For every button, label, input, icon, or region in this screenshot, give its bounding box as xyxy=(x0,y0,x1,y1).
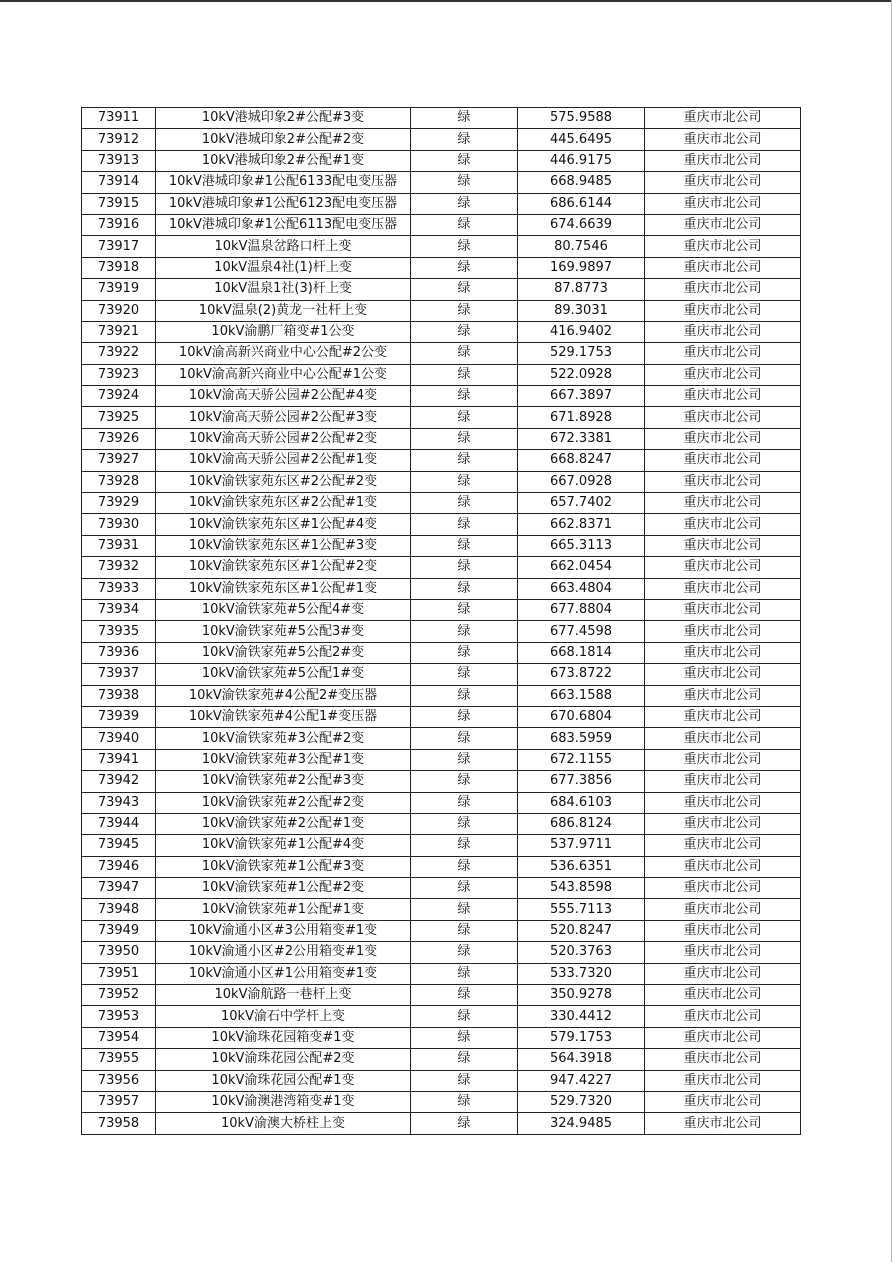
status-cell: 绿 xyxy=(411,685,518,706)
company-cell: 重庆市北公司 xyxy=(645,514,801,535)
status-cell: 绿 xyxy=(411,749,518,770)
company-cell: 重庆市北公司 xyxy=(645,599,801,620)
table-row xyxy=(82,535,801,556)
status-cell: 绿 xyxy=(411,236,518,257)
table-body xyxy=(82,108,801,1135)
transformer-name-cell: 10kV渝铁家苑#5公配4#变 xyxy=(156,599,411,620)
value-cell: 677.3856 xyxy=(518,771,645,792)
status-cell: 绿 xyxy=(411,1006,518,1027)
value-cell: 668.8247 xyxy=(518,450,645,471)
table-row xyxy=(82,343,801,364)
status-cell: 绿 xyxy=(411,621,518,642)
transformer-name-cell: 10kV渝铁家苑#3公配#1变 xyxy=(156,749,411,770)
company-cell: 重庆市北公司 xyxy=(645,535,801,556)
table-row xyxy=(82,428,801,449)
table-row xyxy=(82,279,801,300)
transformer-name-cell: 10kV渝高天骄公园#2公配#2变 xyxy=(156,428,411,449)
transformer-name-cell: 10kV渝珠花园公配#1变 xyxy=(156,1070,411,1091)
table-row xyxy=(82,193,801,214)
row-id-cell: 73939 xyxy=(82,706,156,727)
status-cell: 绿 xyxy=(411,728,518,749)
table-row xyxy=(82,386,801,407)
table-row xyxy=(82,150,801,171)
table-row xyxy=(82,1091,801,1112)
status-cell: 绿 xyxy=(411,813,518,834)
value-cell: 446.9175 xyxy=(518,150,645,171)
table-row xyxy=(82,1049,801,1070)
row-id-cell: 73933 xyxy=(82,578,156,599)
row-id-cell: 73949 xyxy=(82,920,156,941)
company-cell: 重庆市北公司 xyxy=(645,899,801,920)
company-cell: 重庆市北公司 xyxy=(645,685,801,706)
company-cell: 重庆市北公司 xyxy=(645,664,801,685)
transformer-name-cell: 10kV渝珠花园公配#2变 xyxy=(156,1049,411,1070)
status-cell: 绿 xyxy=(411,279,518,300)
table-row xyxy=(82,706,801,727)
table-row xyxy=(82,214,801,235)
company-cell: 重庆市北公司 xyxy=(645,835,801,856)
company-cell: 重庆市北公司 xyxy=(645,193,801,214)
value-cell: 169.9897 xyxy=(518,257,645,278)
transformer-name-cell: 10kV渝铁家苑#4公配2#变压器 xyxy=(156,685,411,706)
company-cell: 重庆市北公司 xyxy=(645,813,801,834)
value-cell: 537.9711 xyxy=(518,835,645,856)
transformer-name-cell: 10kV渝通小区#1公用箱变#1变 xyxy=(156,963,411,984)
row-id-cell: 73936 xyxy=(82,642,156,663)
company-cell: 重庆市北公司 xyxy=(645,150,801,171)
status-cell: 绿 xyxy=(411,771,518,792)
row-id-cell: 73917 xyxy=(82,236,156,257)
table-row xyxy=(82,300,801,321)
row-id-cell: 73950 xyxy=(82,942,156,963)
value-cell: 80.7546 xyxy=(518,236,645,257)
company-cell: 重庆市北公司 xyxy=(645,878,801,899)
row-id-cell: 73932 xyxy=(82,557,156,578)
transformer-name-cell: 10kV渝铁家苑东区#1公配#2变 xyxy=(156,557,411,578)
value-cell: 684.6103 xyxy=(518,792,645,813)
transformer-name-cell: 10kV渝铁家苑东区#1公配#1变 xyxy=(156,578,411,599)
row-id-cell: 73929 xyxy=(82,493,156,514)
transformer-name-cell: 10kV渝铁家苑#1公配#4变 xyxy=(156,835,411,856)
table-row xyxy=(82,514,801,535)
status-cell: 绿 xyxy=(411,493,518,514)
row-id-cell: 73951 xyxy=(82,963,156,984)
transformer-name-cell: 10kV温泉1社(3)杆上变 xyxy=(156,279,411,300)
value-cell: 668.9485 xyxy=(518,172,645,193)
status-cell: 绿 xyxy=(411,535,518,556)
transformer-name-cell: 10kV渝铁家苑#2公配#2变 xyxy=(156,792,411,813)
status-cell: 绿 xyxy=(411,257,518,278)
value-cell: 677.4598 xyxy=(518,621,645,642)
company-cell: 重庆市北公司 xyxy=(645,300,801,321)
table-row xyxy=(82,599,801,620)
value-cell: 683.5959 xyxy=(518,728,645,749)
status-cell: 绿 xyxy=(411,129,518,150)
value-cell: 350.9278 xyxy=(518,985,645,1006)
row-id-cell: 73945 xyxy=(82,835,156,856)
company-cell: 重庆市北公司 xyxy=(645,706,801,727)
status-cell: 绿 xyxy=(411,1070,518,1091)
status-cell: 绿 xyxy=(411,364,518,385)
company-cell: 重庆市北公司 xyxy=(645,920,801,941)
company-cell: 重庆市北公司 xyxy=(645,1027,801,1048)
status-cell: 绿 xyxy=(411,450,518,471)
company-cell: 重庆市北公司 xyxy=(645,386,801,407)
value-cell: 663.4804 xyxy=(518,578,645,599)
row-id-cell: 73941 xyxy=(82,749,156,770)
row-id-cell: 73914 xyxy=(82,172,156,193)
table-row xyxy=(82,236,801,257)
value-cell: 947.4227 xyxy=(518,1070,645,1091)
transformer-name-cell: 10kV渝铁家苑#2公配#3变 xyxy=(156,771,411,792)
company-cell: 重庆市北公司 xyxy=(645,728,801,749)
value-cell: 667.3897 xyxy=(518,386,645,407)
table-row xyxy=(82,642,801,663)
transformer-name-cell: 10kV渝澳大桥柱上变 xyxy=(156,1113,411,1134)
row-id-cell: 73916 xyxy=(82,214,156,235)
transformer-name-cell: 10kV渝铁家苑东区#2公配#2变 xyxy=(156,471,411,492)
table-row xyxy=(82,321,801,342)
value-cell: 663.1588 xyxy=(518,685,645,706)
company-cell: 重庆市北公司 xyxy=(645,1070,801,1091)
status-cell: 绿 xyxy=(411,428,518,449)
transformer-table xyxy=(81,107,801,1135)
value-cell: 330.4412 xyxy=(518,1006,645,1027)
status-cell: 绿 xyxy=(411,1113,518,1134)
transformer-name-cell: 10kV渝通小区#2公用箱变#1变 xyxy=(156,942,411,963)
transformer-name-cell: 10kV渝铁家苑#5公配3#变 xyxy=(156,621,411,642)
table-row xyxy=(82,920,801,941)
table-row xyxy=(82,728,801,749)
value-cell: 674.6639 xyxy=(518,214,645,235)
table-row xyxy=(82,471,801,492)
table-row xyxy=(82,664,801,685)
company-cell: 重庆市北公司 xyxy=(645,428,801,449)
table-row xyxy=(82,685,801,706)
transformer-name-cell: 10kV港城印象2#公配#1变 xyxy=(156,150,411,171)
transformer-name-cell: 10kV渝铁家苑东区#1公配#4变 xyxy=(156,514,411,535)
transformer-name-cell: 10kV港城印象#1公配6123配电变压器 xyxy=(156,193,411,214)
table-row xyxy=(82,257,801,278)
company-cell: 重庆市北公司 xyxy=(645,856,801,877)
value-cell: 673.8722 xyxy=(518,664,645,685)
table-row xyxy=(82,878,801,899)
status-cell: 绿 xyxy=(411,1049,518,1070)
value-cell: 529.7320 xyxy=(518,1091,645,1112)
transformer-name-cell: 10kV渝珠花园箱变#1变 xyxy=(156,1027,411,1048)
table-row xyxy=(82,578,801,599)
company-cell: 重庆市北公司 xyxy=(645,792,801,813)
value-cell: 667.0928 xyxy=(518,471,645,492)
row-id-cell: 73940 xyxy=(82,728,156,749)
row-id-cell: 73954 xyxy=(82,1027,156,1048)
company-cell: 重庆市北公司 xyxy=(645,471,801,492)
table-row xyxy=(82,899,801,920)
row-id-cell: 73928 xyxy=(82,471,156,492)
status-cell: 绿 xyxy=(411,920,518,941)
status-cell: 绿 xyxy=(411,1091,518,1112)
row-id-cell: 73923 xyxy=(82,364,156,385)
table-row xyxy=(82,963,801,984)
value-cell: 529.1753 xyxy=(518,343,645,364)
status-cell: 绿 xyxy=(411,386,518,407)
status-cell: 绿 xyxy=(411,664,518,685)
value-cell: 87.8773 xyxy=(518,279,645,300)
table-row xyxy=(82,407,801,428)
transformer-name-cell: 10kV渝铁家苑#1公配#2变 xyxy=(156,878,411,899)
page-top-border xyxy=(0,0,892,2)
value-cell: 416.9402 xyxy=(518,321,645,342)
status-cell: 绿 xyxy=(411,407,518,428)
value-cell: 657.7402 xyxy=(518,493,645,514)
value-cell: 445.6495 xyxy=(518,129,645,150)
transformer-name-cell: 10kV温泉岔路口杆上变 xyxy=(156,236,411,257)
transformer-name-cell: 10kV温泉4社(1)杆上变 xyxy=(156,257,411,278)
transformer-name-cell: 10kV渝铁家苑#5公配1#变 xyxy=(156,664,411,685)
status-cell: 绿 xyxy=(411,471,518,492)
value-cell: 579.1753 xyxy=(518,1027,645,1048)
value-cell: 555.7113 xyxy=(518,899,645,920)
status-cell: 绿 xyxy=(411,878,518,899)
status-cell: 绿 xyxy=(411,942,518,963)
company-cell: 重庆市北公司 xyxy=(645,942,801,963)
row-id-cell: 73947 xyxy=(82,878,156,899)
status-cell: 绿 xyxy=(411,108,518,129)
row-id-cell: 73915 xyxy=(82,193,156,214)
row-id-cell: 73911 xyxy=(82,108,156,129)
table-row xyxy=(82,621,801,642)
transformer-name-cell: 10kV渝高天骄公园#2公配#1变 xyxy=(156,450,411,471)
row-id-cell: 73937 xyxy=(82,664,156,685)
table-row xyxy=(82,856,801,877)
row-id-cell: 73957 xyxy=(82,1091,156,1112)
table-row xyxy=(82,1113,801,1134)
value-cell: 671.8928 xyxy=(518,407,645,428)
status-cell: 绿 xyxy=(411,300,518,321)
status-cell: 绿 xyxy=(411,899,518,920)
transformer-name-cell: 10kV港城印象#1公配6113配电变压器 xyxy=(156,214,411,235)
value-cell: 686.6144 xyxy=(518,193,645,214)
table-row xyxy=(82,985,801,1006)
table-row xyxy=(82,108,801,129)
row-id-cell: 73931 xyxy=(82,535,156,556)
transformer-name-cell: 10kV渝高新兴商业中心公配#1公变 xyxy=(156,364,411,385)
transformer-name-cell: 10kV港城印象#1公配6133配电变压器 xyxy=(156,172,411,193)
status-cell: 绿 xyxy=(411,963,518,984)
value-cell: 520.3763 xyxy=(518,942,645,963)
row-id-cell: 73953 xyxy=(82,1006,156,1027)
table-row xyxy=(82,813,801,834)
value-cell: 520.8247 xyxy=(518,920,645,941)
company-cell: 重庆市北公司 xyxy=(645,257,801,278)
value-cell: 686.8124 xyxy=(518,813,645,834)
value-cell: 324.9485 xyxy=(518,1113,645,1134)
status-cell: 绿 xyxy=(411,985,518,1006)
table-row xyxy=(82,364,801,385)
table-row xyxy=(82,792,801,813)
company-cell: 重庆市北公司 xyxy=(645,578,801,599)
value-cell: 668.1814 xyxy=(518,642,645,663)
value-cell: 662.0454 xyxy=(518,557,645,578)
status-cell: 绿 xyxy=(411,514,518,535)
status-cell: 绿 xyxy=(411,557,518,578)
company-cell: 重庆市北公司 xyxy=(645,1091,801,1112)
table-row xyxy=(82,835,801,856)
transformer-name-cell: 10kV渝铁家苑#3公配#2变 xyxy=(156,728,411,749)
company-cell: 重庆市北公司 xyxy=(645,129,801,150)
row-id-cell: 73924 xyxy=(82,386,156,407)
status-cell: 绿 xyxy=(411,214,518,235)
company-cell: 重庆市北公司 xyxy=(645,493,801,514)
status-cell: 绿 xyxy=(411,706,518,727)
company-cell: 重庆市北公司 xyxy=(645,621,801,642)
value-cell: 533.7320 xyxy=(518,963,645,984)
row-id-cell: 73919 xyxy=(82,279,156,300)
company-cell: 重庆市北公司 xyxy=(645,172,801,193)
table-row xyxy=(82,942,801,963)
row-id-cell: 73943 xyxy=(82,792,156,813)
value-cell: 564.3918 xyxy=(518,1049,645,1070)
status-cell: 绿 xyxy=(411,642,518,663)
status-cell: 绿 xyxy=(411,599,518,620)
transformer-name-cell: 10kV渝铁家苑#2公配#1变 xyxy=(156,813,411,834)
row-id-cell: 73912 xyxy=(82,129,156,150)
row-id-cell: 73938 xyxy=(82,685,156,706)
row-id-cell: 73918 xyxy=(82,257,156,278)
transformer-name-cell: 10kV渝铁家苑#1公配#1变 xyxy=(156,899,411,920)
table-row xyxy=(82,129,801,150)
value-cell: 672.3381 xyxy=(518,428,645,449)
transformer-name-cell: 10kV渝通小区#3公用箱变#1变 xyxy=(156,920,411,941)
status-cell: 绿 xyxy=(411,578,518,599)
row-id-cell: 73944 xyxy=(82,813,156,834)
company-cell: 重庆市北公司 xyxy=(645,279,801,300)
company-cell: 重庆市北公司 xyxy=(645,749,801,770)
company-cell: 重庆市北公司 xyxy=(645,108,801,129)
status-cell: 绿 xyxy=(411,172,518,193)
company-cell: 重庆市北公司 xyxy=(645,343,801,364)
row-id-cell: 73946 xyxy=(82,856,156,877)
transformer-name-cell: 10kV渝鹏厂箱变#1公变 xyxy=(156,321,411,342)
row-id-cell: 73930 xyxy=(82,514,156,535)
table-row xyxy=(82,172,801,193)
row-id-cell: 73922 xyxy=(82,343,156,364)
status-cell: 绿 xyxy=(411,856,518,877)
row-id-cell: 73920 xyxy=(82,300,156,321)
table-row xyxy=(82,1006,801,1027)
company-cell: 重庆市北公司 xyxy=(645,450,801,471)
value-cell: 672.1155 xyxy=(518,749,645,770)
company-cell: 重庆市北公司 xyxy=(645,963,801,984)
row-id-cell: 73958 xyxy=(82,1113,156,1134)
value-cell: 677.8804 xyxy=(518,599,645,620)
status-cell: 绿 xyxy=(411,321,518,342)
table-row xyxy=(82,557,801,578)
company-cell: 重庆市北公司 xyxy=(645,1006,801,1027)
value-cell: 670.6804 xyxy=(518,706,645,727)
transformer-name-cell: 10kV港城印象2#公配#2变 xyxy=(156,129,411,150)
transformer-name-cell: 10kV渝高天骄公园#2公配#3变 xyxy=(156,407,411,428)
value-cell: 89.3031 xyxy=(518,300,645,321)
row-id-cell: 73952 xyxy=(82,985,156,1006)
company-cell: 重庆市北公司 xyxy=(645,364,801,385)
company-cell: 重庆市北公司 xyxy=(645,214,801,235)
value-cell: 543.8598 xyxy=(518,878,645,899)
status-cell: 绿 xyxy=(411,792,518,813)
company-cell: 重庆市北公司 xyxy=(645,1049,801,1070)
company-cell: 重庆市北公司 xyxy=(645,236,801,257)
company-cell: 重庆市北公司 xyxy=(645,407,801,428)
value-cell: 522.0928 xyxy=(518,364,645,385)
table-row xyxy=(82,493,801,514)
transformer-name-cell: 10kV港城印象2#公配#3变 xyxy=(156,108,411,129)
transformer-name-cell: 10kV渝石中学杆上变 xyxy=(156,1006,411,1027)
row-id-cell: 73921 xyxy=(82,321,156,342)
status-cell: 绿 xyxy=(411,343,518,364)
status-cell: 绿 xyxy=(411,835,518,856)
company-cell: 重庆市北公司 xyxy=(645,557,801,578)
company-cell: 重庆市北公司 xyxy=(645,1113,801,1134)
table-row xyxy=(82,749,801,770)
row-id-cell: 73926 xyxy=(82,428,156,449)
company-cell: 重庆市北公司 xyxy=(645,985,801,1006)
row-id-cell: 73927 xyxy=(82,450,156,471)
value-cell: 536.6351 xyxy=(518,856,645,877)
transformer-name-cell: 10kV渝铁家苑#5公配2#变 xyxy=(156,642,411,663)
row-id-cell: 73955 xyxy=(82,1049,156,1070)
row-id-cell: 73934 xyxy=(82,599,156,620)
company-cell: 重庆市北公司 xyxy=(645,642,801,663)
status-cell: 绿 xyxy=(411,1027,518,1048)
transformer-name-cell: 10kV渝铁家苑#4公配1#变压器 xyxy=(156,706,411,727)
company-cell: 重庆市北公司 xyxy=(645,771,801,792)
row-id-cell: 73942 xyxy=(82,771,156,792)
table-row xyxy=(82,1070,801,1091)
row-id-cell: 73948 xyxy=(82,899,156,920)
transformer-name-cell: 10kV渝高天骄公园#2公配#4变 xyxy=(156,386,411,407)
transformer-name-cell: 10kV温泉(2)黄龙一社杆上变 xyxy=(156,300,411,321)
company-cell: 重庆市北公司 xyxy=(645,321,801,342)
transformer-name-cell: 10kV渝铁家苑东区#1公配#3变 xyxy=(156,535,411,556)
row-id-cell: 73913 xyxy=(82,150,156,171)
status-cell: 绿 xyxy=(411,150,518,171)
transformer-name-cell: 10kV渝铁家苑东区#2公配#1变 xyxy=(156,493,411,514)
table-row xyxy=(82,450,801,471)
table-row xyxy=(82,771,801,792)
value-cell: 662.8371 xyxy=(518,514,645,535)
transformer-name-cell: 10kV渝高新兴商业中心公配#2公变 xyxy=(156,343,411,364)
transformer-name-cell: 10kV渝澳港湾箱变#1变 xyxy=(156,1091,411,1112)
row-id-cell: 73956 xyxy=(82,1070,156,1091)
value-cell: 575.9588 xyxy=(518,108,645,129)
transformer-name-cell: 10kV渝铁家苑#1公配#3变 xyxy=(156,856,411,877)
transformer-name-cell: 10kV渝航路一巷杆上变 xyxy=(156,985,411,1006)
value-cell: 665.3113 xyxy=(518,535,645,556)
table-row xyxy=(82,1027,801,1048)
row-id-cell: 73925 xyxy=(82,407,156,428)
status-cell: 绿 xyxy=(411,193,518,214)
row-id-cell: 73935 xyxy=(82,621,156,642)
